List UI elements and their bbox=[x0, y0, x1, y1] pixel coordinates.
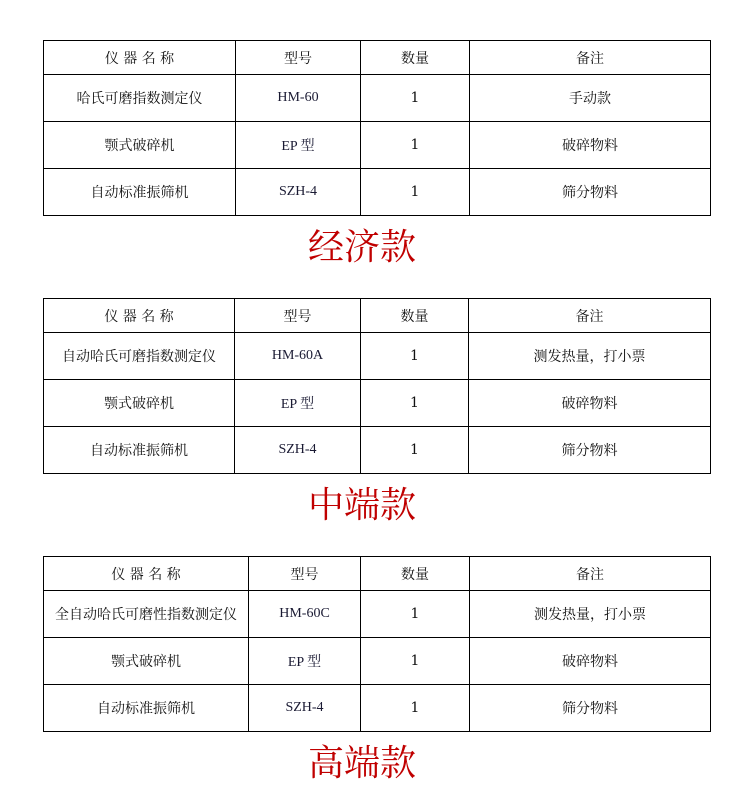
cell-model: EP 型 bbox=[249, 638, 361, 685]
midrange-equipment-table bbox=[43, 298, 711, 474]
header-model: 型号 bbox=[249, 557, 361, 591]
header-quantity: 数量 bbox=[361, 41, 470, 75]
cell-model: EP 型 bbox=[235, 380, 361, 427]
cell-instrument-name: 自动标准振筛机 bbox=[44, 427, 235, 474]
table-header-row bbox=[44, 557, 711, 591]
cell-remarks: 手动款 bbox=[470, 75, 711, 122]
header-quantity: 数量 bbox=[361, 299, 469, 333]
table-header-row bbox=[44, 41, 711, 75]
cell-quantity: 1 bbox=[361, 638, 470, 685]
header-remarks: 备注 bbox=[469, 299, 711, 333]
cell-quantity: 1 bbox=[361, 333, 469, 380]
table-row bbox=[44, 638, 711, 685]
table-row bbox=[44, 427, 711, 474]
cell-quantity: 1 bbox=[361, 427, 469, 474]
header-remarks: 备注 bbox=[470, 557, 711, 591]
highend-tier-title: 高端款 bbox=[307, 743, 416, 784]
cell-quantity: 1 bbox=[361, 591, 470, 638]
cell-instrument-name: 颚式破碎机 bbox=[44, 122, 236, 169]
cell-model: HM-60C bbox=[249, 591, 361, 638]
header-instrument-name: 仪 器 名 称 bbox=[44, 299, 235, 333]
table-row bbox=[44, 685, 711, 732]
cell-quantity: 1 bbox=[361, 169, 470, 216]
cell-remarks: 筛分物料 bbox=[470, 685, 711, 732]
cell-model: EP 型 bbox=[236, 122, 361, 169]
header-remarks: 备注 bbox=[470, 41, 711, 75]
table-row bbox=[44, 122, 711, 169]
cell-instrument-name: 哈氏可磨指数测定仪 bbox=[44, 75, 236, 122]
cell-model: SZH-4 bbox=[236, 169, 361, 216]
header-model: 型号 bbox=[236, 41, 361, 75]
table-row bbox=[44, 169, 711, 216]
cell-model: HM-60A bbox=[235, 333, 361, 380]
cell-instrument-name: 全自动哈氏可磨性指数测定仪 bbox=[44, 591, 249, 638]
table-row bbox=[44, 333, 711, 380]
header-instrument-name: 仪 器 名 称 bbox=[44, 41, 236, 75]
table-header-row bbox=[44, 299, 711, 333]
table-row bbox=[44, 591, 711, 638]
cell-remarks: 筛分物料 bbox=[470, 169, 711, 216]
cell-quantity: 1 bbox=[361, 75, 470, 122]
header-model: 型号 bbox=[235, 299, 361, 333]
cell-instrument-name: 颚式破碎机 bbox=[44, 638, 249, 685]
cell-model: HM-60 bbox=[236, 75, 361, 122]
cell-quantity: 1 bbox=[361, 122, 470, 169]
cell-instrument-name: 颚式破碎机 bbox=[44, 380, 235, 427]
cell-instrument-name: 自动哈氏可磨指数测定仪 bbox=[44, 333, 235, 380]
cell-model: SZH-4 bbox=[235, 427, 361, 474]
cell-remarks: 筛分物料 bbox=[469, 427, 711, 474]
cell-remarks: 破碎物料 bbox=[469, 380, 711, 427]
cell-quantity: 1 bbox=[361, 685, 470, 732]
midrange-tier-title: 中端款 bbox=[307, 485, 416, 526]
cell-instrument-name: 自动标准振筛机 bbox=[44, 169, 236, 216]
table-row bbox=[44, 75, 711, 122]
economy-tier-title: 经济款 bbox=[307, 227, 416, 268]
cell-quantity: 1 bbox=[361, 380, 469, 427]
table-row bbox=[44, 380, 711, 427]
cell-remarks: 测发热量，打小票 bbox=[470, 591, 711, 638]
header-quantity: 数量 bbox=[361, 557, 470, 591]
header-instrument-name: 仪 器 名 称 bbox=[44, 557, 249, 591]
cell-model: SZH-4 bbox=[249, 685, 361, 732]
economy-equipment-table bbox=[43, 40, 711, 216]
cell-remarks: 测发热量，打小票 bbox=[469, 333, 711, 380]
cell-remarks: 破碎物料 bbox=[470, 122, 711, 169]
highend-equipment-table bbox=[43, 556, 711, 732]
cell-remarks: 破碎物料 bbox=[470, 638, 711, 685]
cell-instrument-name: 自动标准振筛机 bbox=[44, 685, 249, 732]
